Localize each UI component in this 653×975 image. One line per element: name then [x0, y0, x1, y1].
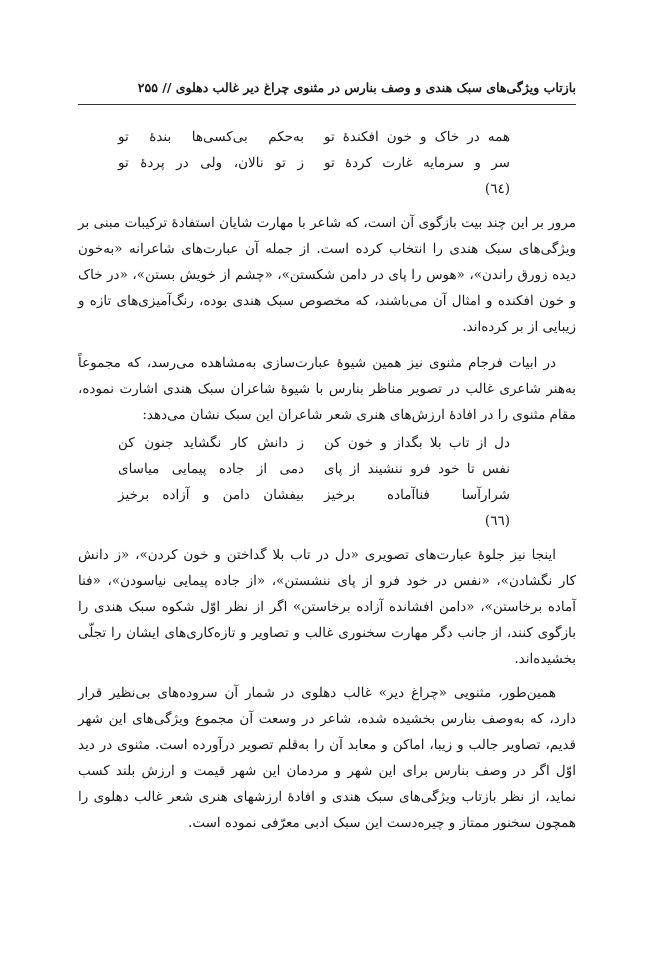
- hemistich-right: نفس تا خود فرو ننشیند از پای: [324, 461, 510, 477]
- hemistich-left: ز دانش کار نگشاید جنون کن: [118, 435, 304, 451]
- verse-line: [118, 482, 510, 508]
- hemistich-right: شرارآسا فناآماده برخیز: [324, 487, 510, 503]
- verse-number: (٦٦): [484, 513, 510, 529]
- verse-line: [118, 430, 510, 456]
- paragraph-3: اینجا نیز جلوهٔ عبارت‌های تصویری «دل در تاب بلا گداختن و خون کردن»، «ز دانش کار نگشادن»، «نفس در خود فرو از پای ننشستن»، «از جاده پیمایی نیاسودن»، «فنا آماده برخاستن»، «دامن افشانده آزاده برخاستن» اگر از نظر اوّل شکوه سبک هندی را بازگوی کنند، از جانب دگر مهارت سخنوری غالب و تصاویر و تازه‌کاری‌های ایشان را تجلّی بخشیده‌اند.: [78, 547, 576, 667]
- verse-block-1: [118, 124, 510, 202]
- verse-line: [118, 456, 510, 482]
- paragraph-4: همین‌طور، مثنویی «چراغ دیر» غالب دهلوی در شمار آن سروده‌های بی‌نظیر قرار دارد، که به‌وصف بنارس بخشیده شده، شاعر در وسعت آن مجموع ویژگی‌های این شهر قدیم، تصاویر جالب و زیبا، اماکن و معابد آن را به‌قلم تصویر درآورده است. مثنوی در دید اوّل اگر در وصف بنارس برای این شهر و مردمان این شهر قیمت و ارزش بلند کسب نماید، از نظر بازتاب ویژگی‌های سبک هندی و افادهٔ ارزشهای هنری شعر غالب دهلوی را همچون سخنور ممتاز و چیره‌دست این سبک ادبی معرّفی نموده است.: [78, 685, 576, 831]
- hemistich-right: همه در خاک و خون افکندهٔ تو: [324, 129, 510, 145]
- header-divider: [78, 104, 576, 105]
- running-header: بازتاب ویژگی‌های سبک هندی و وصف بنارس در مثنوی چراغ دیر غالب دهلوی // ۲۵۵: [137, 80, 576, 95]
- verse-number-row: [118, 508, 510, 534]
- hemistich-left: دمی از جاده پیمایی میاسای: [118, 461, 304, 477]
- hemistich-left: بیفشان دامن و آزاده برخیز: [118, 487, 304, 503]
- verse-number: (٦٤): [484, 181, 510, 197]
- paragraph-2: در ابیات فرجام مثنوی نیز همین شیوهٔ عبارت‌سازی به‌مشاهده می‌رسد، که مجموعاً به‌هنر شاعری غالب در تصویر مناظر بنارس با شیوهٔ شاعران سبک هندی اشارت نموده، مقام مثنوی را در افادهٔ ارزش‌های هنری شعر شاعران این سبک نشان می‌دهد:: [78, 355, 576, 423]
- hemistich-left: ز تو نالان، ولی در پردهٔ تو: [118, 155, 304, 171]
- verse-block-2: [118, 430, 510, 534]
- verse-line: [118, 124, 510, 150]
- hemistich-left: به‌حکم بی‌کسی‌ها بندهٔ تو: [118, 129, 304, 145]
- paragraph-1: مرور بر این چند بیت بازگوی آن است، که شاعر با مهارت شایان استفادهٔ ترکیبات مبنی بر ویژگی‌های سبک هندی را انتخاب کرده است. از جمله آن عبارت‌های شاعرانه «به‌خون دیده زورق راندن»، «هوس را پای در دامن شکستن»، «چشم از خویش بستن»، «در خاک و خون افکنده و امثال آن می‌باشند، که مخصوص سبک هندی بوده، رنگ‌آمیزی‌های تازه و زیبایی از بر کرده‌اند.: [78, 215, 576, 335]
- verse-number-row: [118, 176, 510, 202]
- verse-line: [118, 150, 510, 176]
- hemistich-right: دل از تاب بلا بگداز و خون کن: [324, 435, 510, 451]
- hemistich-right: سر و سرمایه غارت کردهٔ تو: [324, 155, 510, 171]
